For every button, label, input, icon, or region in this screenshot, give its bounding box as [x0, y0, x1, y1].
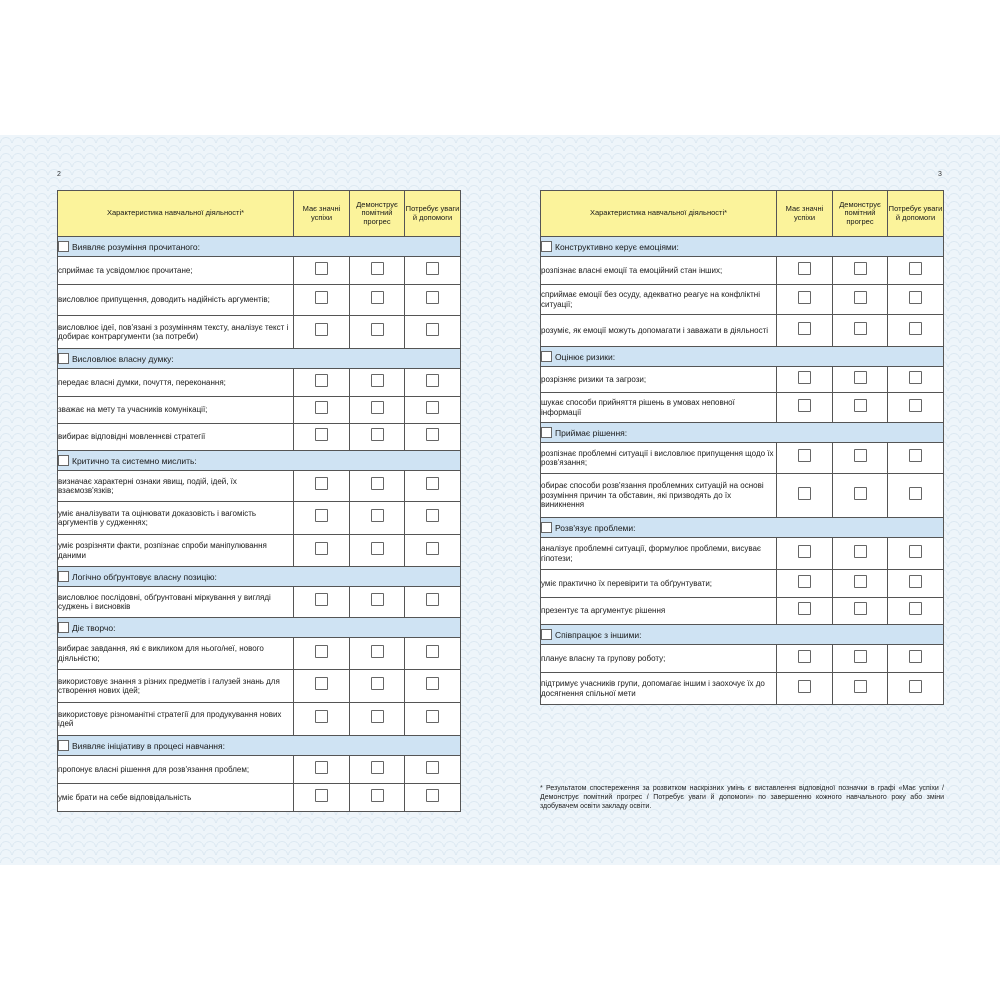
- checkbox-cell: [405, 369, 461, 397]
- checkbox-cell: [350, 424, 405, 451]
- checkbox-cell: [777, 315, 833, 347]
- checkbox-cell: [777, 393, 833, 423]
- checkbox-needs-attention[interactable]: [909, 449, 922, 462]
- section-title: Діє творчо:: [72, 623, 116, 633]
- checkbox-significant-success[interactable]: [315, 593, 328, 606]
- checkbox-cell: [350, 316, 405, 349]
- section-title: Приймає рішення:: [555, 428, 628, 438]
- section-title: Конструктивно керує емоціями:: [555, 242, 679, 252]
- checkbox-significant-success[interactable]: [798, 322, 811, 335]
- section-checkbox[interactable]: [58, 353, 69, 364]
- checkbox-cell: [833, 285, 888, 315]
- checkbox-needs-attention[interactable]: [426, 593, 439, 606]
- section-title: Виявляє розуміння прочитаного:: [72, 242, 200, 252]
- page-number-left: 2: [57, 171, 61, 178]
- table-row: [58, 257, 461, 285]
- checkbox-cell: [405, 587, 461, 618]
- checkbox-noticeable-progress[interactable]: [371, 509, 384, 522]
- checkbox-cell: [405, 424, 461, 451]
- checkbox-needs-attention[interactable]: [909, 487, 922, 500]
- checkbox-needs-attention[interactable]: [909, 399, 922, 412]
- header-needs-attention: Потребує уваги й допомоги: [888, 191, 944, 237]
- checkbox-cell: [405, 703, 461, 736]
- section-row: [541, 347, 944, 367]
- section-title: Критично та системно мислить:: [72, 456, 197, 466]
- table-row: [541, 443, 944, 474]
- item-text: пропонує власні рішення для розв'язання проблем;: [58, 756, 294, 784]
- checkbox-cell: [888, 598, 944, 625]
- section-cell: [58, 237, 461, 257]
- section-title: Висловлює власну думку:: [72, 354, 174, 364]
- checkbox-cell: [888, 285, 944, 315]
- checkbox-cell: [888, 673, 944, 705]
- table-row: [58, 397, 461, 424]
- table-row: [58, 316, 461, 349]
- section-checkbox[interactable]: [58, 740, 69, 751]
- checkbox-noticeable-progress[interactable]: [371, 428, 384, 441]
- section-cell: [541, 423, 944, 443]
- checkbox-cell: [777, 367, 833, 393]
- checkbox-needs-attention[interactable]: [426, 262, 439, 275]
- checkbox-noticeable-progress[interactable]: [854, 291, 867, 304]
- checkbox-needs-attention[interactable]: [909, 575, 922, 588]
- checkbox-cell: [405, 502, 461, 535]
- checkbox-noticeable-progress[interactable]: [854, 602, 867, 615]
- checkbox-cell: [294, 257, 350, 285]
- right-assessment-table: [540, 190, 944, 705]
- section-checkbox[interactable]: [541, 522, 552, 533]
- checkbox-cell: [833, 367, 888, 393]
- checkbox-noticeable-progress[interactable]: [854, 449, 867, 462]
- header-noticeable-progress: Демонструє помітний прогрес: [350, 191, 405, 237]
- checkbox-significant-success[interactable]: [315, 262, 328, 275]
- item-text: визначає характерні ознаки явищ, подій, ідей, їх взаємозв'язків;: [58, 471, 294, 502]
- table-row: [541, 645, 944, 673]
- section-title: Логічно обґрунтовує власну позицію:: [72, 572, 217, 582]
- checkbox-needs-attention[interactable]: [426, 401, 439, 414]
- section-cell: [541, 347, 944, 367]
- checkbox-cell: [777, 443, 833, 474]
- item-text: презентує та аргументує рішення: [541, 598, 777, 625]
- section-row: [541, 423, 944, 443]
- checkbox-needs-attention[interactable]: [909, 262, 922, 275]
- table-row: [541, 673, 944, 705]
- item-text: вибирає завдання, які є викликом для нього/неї, нового діяльністю;: [58, 638, 294, 670]
- checkbox-cell: [833, 393, 888, 423]
- checkbox-cell: [350, 670, 405, 703]
- checkbox-cell: [350, 502, 405, 535]
- item-text: розуміє, як емоції можуть допомагати і заважати в діяльності: [541, 315, 777, 347]
- checkbox-needs-attention[interactable]: [426, 291, 439, 304]
- section-row: [58, 618, 461, 638]
- checkbox-cell: [888, 443, 944, 474]
- checkbox-noticeable-progress[interactable]: [371, 401, 384, 414]
- table-row: [58, 703, 461, 736]
- checkbox-cell: [405, 670, 461, 703]
- checkbox-cell: [294, 502, 350, 535]
- item-text: уміє брати на себе відповідальність: [58, 784, 294, 812]
- checkbox-significant-success[interactable]: [315, 509, 328, 522]
- item-text: висловлює послідовні, обґрунтовані міркування у вигляді суджень і висновків: [58, 587, 294, 618]
- checkbox-noticeable-progress[interactable]: [371, 761, 384, 774]
- checkbox-noticeable-progress[interactable]: [371, 323, 384, 336]
- page-number-right: 3: [938, 171, 942, 178]
- checkbox-significant-success[interactable]: [315, 374, 328, 387]
- checkbox-cell: [405, 397, 461, 424]
- checkbox-needs-attention[interactable]: [426, 477, 439, 490]
- section-cell: [58, 349, 461, 369]
- section-cell: [58, 567, 461, 587]
- checkbox-cell: [294, 471, 350, 502]
- checkbox-significant-success[interactable]: [798, 262, 811, 275]
- checkbox-significant-success[interactable]: [798, 399, 811, 412]
- checkbox-cell: [777, 645, 833, 673]
- table-row: [58, 670, 461, 703]
- table-row: [58, 784, 461, 812]
- checkbox-needs-attention[interactable]: [426, 677, 439, 690]
- table-row: [58, 502, 461, 535]
- header-noticeable-progress: Демонструє помітний прогрес: [833, 191, 888, 237]
- section-checkbox[interactable]: [541, 427, 552, 438]
- checkbox-needs-attention[interactable]: [909, 602, 922, 615]
- section-checkbox[interactable]: [58, 241, 69, 252]
- checkbox-cell: [350, 587, 405, 618]
- checkbox-cell: [294, 285, 350, 316]
- section-row: [541, 237, 944, 257]
- checkbox-needs-attention[interactable]: [426, 428, 439, 441]
- checkbox-significant-success[interactable]: [798, 680, 811, 693]
- checkbox-cell: [350, 471, 405, 502]
- section-cell: [541, 237, 944, 257]
- checkbox-needs-attention[interactable]: [909, 322, 922, 335]
- table-row: [541, 257, 944, 285]
- checkbox-noticeable-progress[interactable]: [854, 487, 867, 500]
- table-row: [541, 570, 944, 598]
- item-text: уміє розрізняти факти, розпізнає спроби маніпулювання даними: [58, 535, 294, 567]
- checkbox-significant-success[interactable]: [798, 487, 811, 500]
- checkbox-noticeable-progress[interactable]: [371, 374, 384, 387]
- checkbox-cell: [294, 424, 350, 451]
- checkbox-significant-success[interactable]: [798, 650, 811, 663]
- checkbox-noticeable-progress[interactable]: [371, 645, 384, 658]
- checkbox-cell: [777, 257, 833, 285]
- section-row: [58, 567, 461, 587]
- item-text: висловлює ідеї, пов'язані з розумінням тексту, аналізує текст і добирає контраргументи (за потреби): [58, 316, 294, 349]
- checkbox-cell: [888, 538, 944, 570]
- checkbox-significant-success[interactable]: [315, 761, 328, 774]
- checkbox-significant-success[interactable]: [798, 449, 811, 462]
- checkbox-cell: [405, 316, 461, 349]
- checkbox-cell: [350, 285, 405, 316]
- table-row: [58, 535, 461, 567]
- item-text: використовує різноманітні стратегії для продукування нових ідей: [58, 703, 294, 736]
- checkbox-cell: [833, 673, 888, 705]
- section-title: Співпрацює з іншими:: [555, 630, 642, 640]
- section-cell: [58, 736, 461, 756]
- checkbox-needs-attention[interactable]: [426, 509, 439, 522]
- table-row: [58, 587, 461, 618]
- checkbox-cell: [833, 474, 888, 518]
- checkbox-cell: [405, 471, 461, 502]
- checkbox-noticeable-progress[interactable]: [854, 680, 867, 693]
- checkbox-significant-success[interactable]: [798, 371, 811, 384]
- checkbox-noticeable-progress[interactable]: [371, 291, 384, 304]
- section-row: [541, 625, 944, 645]
- section-row: [58, 237, 461, 257]
- checkbox-cell: [405, 257, 461, 285]
- section-cell: [58, 451, 461, 471]
- checkbox-needs-attention[interactable]: [909, 291, 922, 304]
- checkbox-cell: [350, 369, 405, 397]
- item-text: передає власні думки, почуття, переконання;: [58, 369, 294, 397]
- checkbox-cell: [350, 756, 405, 784]
- checkbox-noticeable-progress[interactable]: [371, 262, 384, 275]
- section-cell: [58, 618, 461, 638]
- item-text: обирає способи розв'язання проблемних ситуацій на основі розуміння причин та обставин, які призводять до їх виникнення: [541, 474, 777, 518]
- item-text: висловлює припущення, доводить надійність аргументів;: [58, 285, 294, 316]
- checkbox-cell: [294, 756, 350, 784]
- checkbox-cell: [833, 315, 888, 347]
- checkbox-cell: [833, 443, 888, 474]
- section-checkbox[interactable]: [58, 571, 69, 582]
- checkbox-cell: [294, 535, 350, 567]
- checkbox-cell: [294, 703, 350, 736]
- checkbox-cell: [777, 538, 833, 570]
- checkbox-significant-success[interactable]: [315, 645, 328, 658]
- header-significant-success: Має значні успіхи: [294, 191, 350, 237]
- section-checkbox[interactable]: [541, 629, 552, 640]
- section-row: [58, 736, 461, 756]
- checkbox-noticeable-progress[interactable]: [371, 710, 384, 723]
- checkbox-cell: [294, 316, 350, 349]
- checkbox-cell: [294, 397, 350, 424]
- checkbox-cell: [405, 638, 461, 670]
- checkbox-significant-success[interactable]: [798, 545, 811, 558]
- table-row: [58, 424, 461, 451]
- checkbox-noticeable-progress[interactable]: [854, 399, 867, 412]
- checkbox-cell: [294, 638, 350, 670]
- section-row: [58, 349, 461, 369]
- checkbox-cell: [350, 638, 405, 670]
- checkbox-cell: [405, 285, 461, 316]
- header-significant-success: Має значні успіхи: [777, 191, 833, 237]
- checkbox-needs-attention[interactable]: [909, 545, 922, 558]
- checkbox-significant-success[interactable]: [315, 401, 328, 414]
- item-text: розпізнає власні емоції та емоційний стан інших;: [541, 257, 777, 285]
- checkbox-noticeable-progress[interactable]: [371, 477, 384, 490]
- item-text: планує власну та групову роботу;: [541, 645, 777, 673]
- checkbox-noticeable-progress[interactable]: [854, 322, 867, 335]
- checkbox-noticeable-progress[interactable]: [371, 677, 384, 690]
- checkbox-cell: [833, 598, 888, 625]
- checkbox-cell: [350, 703, 405, 736]
- table-row: [541, 393, 944, 423]
- checkbox-cell: [405, 535, 461, 567]
- table-row: [58, 638, 461, 670]
- checkbox-significant-success[interactable]: [315, 291, 328, 304]
- section-checkbox[interactable]: [541, 241, 552, 252]
- checkbox-noticeable-progress[interactable]: [371, 593, 384, 606]
- checkbox-cell: [833, 645, 888, 673]
- checkbox-cell: [888, 570, 944, 598]
- checkbox-cell: [777, 598, 833, 625]
- checkbox-cell: [888, 315, 944, 347]
- checkbox-cell: [777, 570, 833, 598]
- checkbox-significant-success[interactable]: [315, 323, 328, 336]
- section-row: [58, 451, 461, 471]
- table-row: [58, 471, 461, 502]
- table-row: [58, 756, 461, 784]
- checkbox-needs-attention[interactable]: [426, 645, 439, 658]
- item-text: підтримує учасників групи, допомагає іншим і заохочує їх до досягнення спільної мети: [541, 673, 777, 705]
- checkbox-noticeable-progress[interactable]: [854, 262, 867, 275]
- checkbox-significant-success[interactable]: [315, 789, 328, 802]
- checkbox-cell: [405, 784, 461, 812]
- checkbox-cell: [350, 257, 405, 285]
- checkbox-cell: [777, 474, 833, 518]
- checkbox-cell: [888, 393, 944, 423]
- item-text: вибирає відповідні мовленнєві стратегії: [58, 424, 294, 451]
- checkbox-noticeable-progress[interactable]: [854, 545, 867, 558]
- table-row: [541, 367, 944, 393]
- checkbox-needs-attention[interactable]: [426, 542, 439, 555]
- table-row: [541, 474, 944, 518]
- checkbox-significant-success[interactable]: [315, 710, 328, 723]
- checkbox-significant-success[interactable]: [315, 477, 328, 490]
- table-row: [541, 315, 944, 347]
- checkbox-significant-success[interactable]: [798, 602, 811, 615]
- section-checkbox[interactable]: [58, 622, 69, 633]
- header-characteristic: Характеристика навчальної діяльності*: [541, 191, 777, 237]
- checkbox-cell: [350, 397, 405, 424]
- checkbox-cell: [833, 570, 888, 598]
- checkbox-noticeable-progress[interactable]: [371, 789, 384, 802]
- item-text: сприймає емоції без осуду, адекватно реагує на конфліктні ситуації;: [541, 285, 777, 315]
- left-assessment-table: [57, 190, 461, 812]
- item-text: сприймає та усвідомлює прочитане;: [58, 257, 294, 285]
- checkbox-significant-success[interactable]: [798, 291, 811, 304]
- item-text: уміє аналізувати та оцінювати доказовість і вагомість аргументів у судженнях;: [58, 502, 294, 535]
- table-row: [541, 538, 944, 570]
- footnote: * Результатом спостереження за розвитком наскрізних умінь є виставлення відповідної позначки в графі «Має успіхи / Демонструє помітний прогрес / Потребує уваги й допомоги» по завершенню кожного навчального року або зміни здобувачем освіти закладу освіти.: [540, 785, 944, 810]
- item-text: використовує знання з різних предметів і галузей знань для створення нових ідей;: [58, 670, 294, 703]
- section-title: Виявляє ініціативу в процесі навчання:: [72, 741, 225, 751]
- checkbox-cell: [777, 673, 833, 705]
- checkbox-noticeable-progress[interactable]: [854, 371, 867, 384]
- checkbox-cell: [888, 257, 944, 285]
- item-text: шукає способи прийняття рішень в умовах неповної інформації: [541, 393, 777, 423]
- checkbox-significant-success[interactable]: [315, 677, 328, 690]
- section-checkbox[interactable]: [58, 455, 69, 466]
- item-text: зважає на мету та учасників комунікації;: [58, 397, 294, 424]
- section-cell: [541, 518, 944, 538]
- section-title: Розв'язує проблеми:: [555, 523, 636, 533]
- checkbox-cell: [294, 670, 350, 703]
- checkbox-cell: [294, 369, 350, 397]
- checkbox-significant-success[interactable]: [315, 542, 328, 555]
- checkbox-needs-attention[interactable]: [426, 710, 439, 723]
- checkbox-needs-attention[interactable]: [426, 789, 439, 802]
- checkbox-needs-attention[interactable]: [909, 680, 922, 693]
- checkbox-noticeable-progress[interactable]: [854, 650, 867, 663]
- header-characteristic: Характеристика навчальної діяльності*: [58, 191, 294, 237]
- checkbox-cell: [350, 535, 405, 567]
- item-text: розрізняє ризики та загрози;: [541, 367, 777, 393]
- checkbox-cell: [350, 784, 405, 812]
- checkbox-cell: [405, 756, 461, 784]
- checkbox-cell: [294, 587, 350, 618]
- checkbox-cell: [294, 784, 350, 812]
- header-needs-attention: Потребує уваги й допомоги: [405, 191, 461, 237]
- checkbox-needs-attention[interactable]: [909, 371, 922, 384]
- checkbox-cell: [833, 257, 888, 285]
- item-text: аналізує проблемні ситуації, формулює проблеми, висуває гіпотези;: [541, 538, 777, 570]
- section-checkbox[interactable]: [541, 351, 552, 362]
- section-cell: [541, 625, 944, 645]
- checkbox-cell: [777, 285, 833, 315]
- section-title: Оцінює ризики:: [555, 352, 616, 362]
- section-row: [541, 518, 944, 538]
- item-text: уміє практично їх перевірити та обґрунтувати;: [541, 570, 777, 598]
- checkbox-needs-attention[interactable]: [426, 323, 439, 336]
- checkbox-needs-attention[interactable]: [426, 374, 439, 387]
- checkbox-needs-attention[interactable]: [909, 650, 922, 663]
- checkbox-significant-success[interactable]: [315, 428, 328, 441]
- checkbox-needs-attention[interactable]: [426, 761, 439, 774]
- checkbox-cell: [888, 367, 944, 393]
- checkbox-significant-success[interactable]: [798, 575, 811, 588]
- checkbox-cell: [888, 645, 944, 673]
- checkbox-cell: [833, 538, 888, 570]
- item-text: розпізнає проблемні ситуації і висловлює припущення щодо їх розв'язання;: [541, 443, 777, 474]
- table-row: [58, 285, 461, 316]
- checkbox-noticeable-progress[interactable]: [854, 575, 867, 588]
- table-row: [58, 369, 461, 397]
- checkbox-noticeable-progress[interactable]: [371, 542, 384, 555]
- checkbox-cell: [888, 474, 944, 518]
- table-row: [541, 598, 944, 625]
- table-row: [541, 285, 944, 315]
